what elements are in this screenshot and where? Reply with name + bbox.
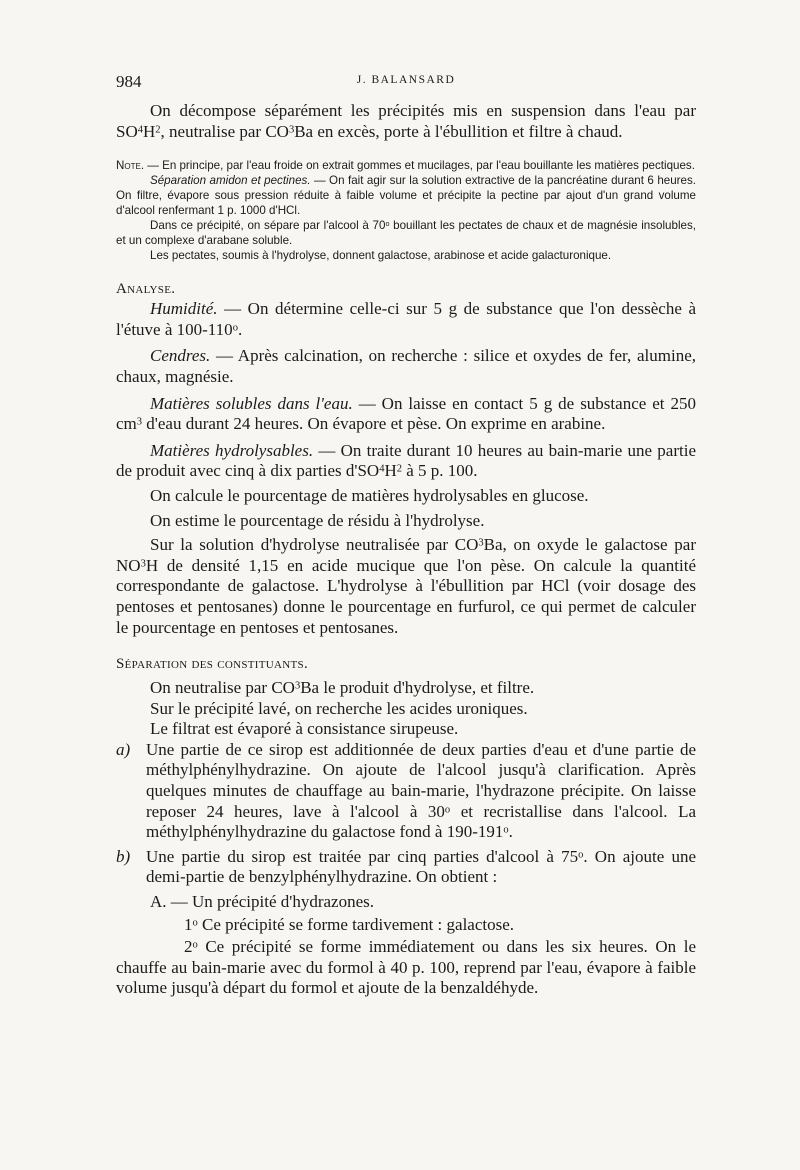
list-label-b: b) (116, 846, 131, 866)
step-1-paragraph: 1$^o$ Ce précipité se forme tardivement : galactose. (184, 914, 515, 934)
humidite-paragraph: Humidité. — On détermine celle-ci sur 5 g de substance que l'on dessèche à l'étuve à 100-110$^o$. (116, 299, 696, 339)
separation-line-2: Sur le précipité lavé, on recherche les acides uroniques. (150, 698, 528, 718)
separation-section (116, 654, 696, 999)
analyse-section (116, 279, 696, 638)
list-item-b (116, 847, 696, 888)
solution-paragraph: Sur la solution d'hydrolyse neutralisée par $CO^3Ba$, on oxyde le galactose par $NO^3H$ de densité 1,15 en acide mucique que l'on pèse. On calcule la quantité correspondante de galactose. L'hydrolyse à l'ébullition par HCl (voir dosage des pentoses et pentosanes) donne le pourcentage en furfurol, ce qui permet de calculer le pourcentage en pentoses et pentosanes. (116, 535, 696, 637)
cendres-paragraph: Cendres. — Après calcination, on recherche : silice et oxydes de fer, alumine, chaux, magnésie. (116, 346, 696, 386)
running-head: J. BALANSARD (356, 74, 456, 86)
page-number: 984 (116, 72, 142, 91)
list-item-a (116, 740, 696, 843)
note-pectates-paragraph: Les pectates, soumis à l'hydrolyse, donnent galactose, arabinose et acide galacturonique. (150, 249, 612, 263)
list-label-a: a) (116, 739, 131, 759)
list-text-a: Une partie de ce sirop est additionnée de deux parties d'eau et d'une partie de méthylphénylhydrazine. On ajoute de l'alcool jusqu'à clarification. Après quelques minutes de chauffage au bain-marie, l'hydrazone précipite. On laisse reposer 24 heures, lave à l'alcool à 30$^o$ et recristallise dans l'alcool. La méthylphénylhydrazine du galactose fond à 190-191$^o$. (146, 739, 696, 842)
estime-paragraph: On estime le pourcentage de résidu à l'hydrolyse. (150, 510, 485, 530)
step-2-paragraph: 2$^o$ Ce précipité se forme immédiatement ou dans les six heures. On le chauffe au bain-marie avec du formol à 40 p. 100, reprend par l'eau, évapore à faible volume jusqu'à départ du formol et ajoute de la benzaldéhyde. (116, 937, 696, 998)
separation-line-1: On neutralise par $CO^3Ba$ le produit d'hydrolyse, et filtre. (150, 678, 535, 698)
note-separation-title: Séparation amidon et pectines. (150, 174, 311, 188)
page-body (116, 101, 696, 999)
hydrolysables-paragraph: Matières hydrolysables. — On traite durant 10 heures au bain-marie une partie de produit avec cinq à dix parties $d'SO^4H^2$ à 5 p. 100. (116, 440, 696, 481)
page-header (116, 72, 696, 92)
note-label: Note. (116, 159, 145, 173)
solubles-paragraph: Matières solubles dans l'eau. — On laisse en contact 5 g de substance et 250 $cm^3$ d'eau durant 24 heures. On évapore et pèse. On exprime en arabine. (116, 393, 697, 434)
separation-line-3: Le filtrat est évaporé à consistance sirupeuse. (150, 719, 459, 739)
list-text-b: Une partie du sirop est traitée par cinq parties d'alcool à 75$^o$. On ajoute une demi-partie de benzylphénylhydrazine. On obtient : (146, 846, 696, 887)
section-heading-separation: Séparation des constituants. (116, 656, 308, 673)
subsection-a-line: A. — Un précipité d'hydrazones. (150, 892, 374, 912)
calcule-paragraph: On calcule le pourcentage de matières hydrolysables en glucose. (150, 485, 589, 505)
intro-paragraph: On décompose séparément les précipités mis en suspension dans l'eau par $SO^4H^2$, neutralise par $CO^3Ba$ en excès, porte à l'ébullition et filtre à chaud. (116, 101, 696, 141)
note-separation-paragraph: Séparation amidon et pectines. — On fait agir sur la solution extractive de la pancréatine durant 6 heures. On filtre, évapore sous pression réduite à faible volume et précipite la pectine par ajout d'un grand volume d'alcool renfermant 1 p. 1000 d'HCl. (116, 174, 696, 218)
section-heading-analyse: Analyse. (116, 281, 176, 298)
note-block (116, 158, 696, 263)
note-paragraph: Note. — En principe, par l'eau froide on extrait gommes et mucilages, par l'eau bouillante les matières pectiques. (116, 159, 695, 173)
note-precipitate-paragraph: Dans ce précipité, on sépare par l'alcool à 70$^o$ bouillant les pectates de chaux et de magnésie insolubles, et un complexe d'arabane soluble. (116, 218, 696, 248)
